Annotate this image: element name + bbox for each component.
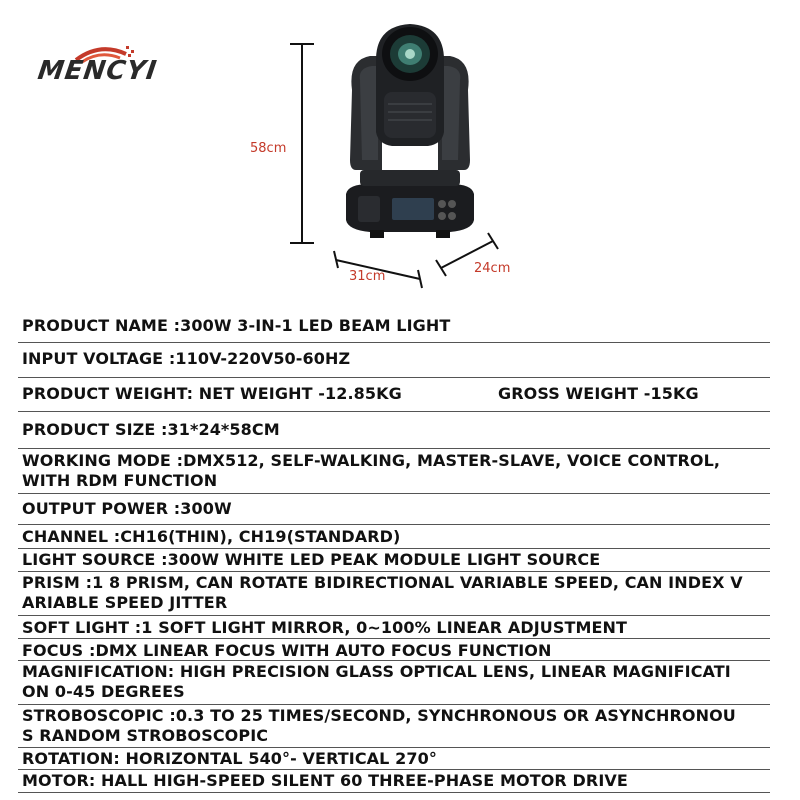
spec-motor: MOTOR: HALL HIGH-SPEED SILENT 60 THREE-PHASE MOTOR DRIVE (22, 771, 628, 790)
spec-net-weight: PRODUCT WEIGHT: NET WEIGHT -12.85KG (22, 384, 402, 403)
spec-row-product-size (18, 412, 770, 449)
spec-row-light-source (18, 549, 770, 572)
spec-output-power: OUTPUT POWER :300W (22, 499, 232, 518)
spec-row-focus (18, 639, 770, 661)
height-label: 58cm (250, 141, 287, 156)
spec-stroboscopic-line2: S RANDOM STROBOSCOPIC (22, 726, 269, 745)
spec-stroboscopic-line1: STROBOSCOPIC :0.3 TO 25 TIMES/SECOND, SYNCHRONOUS OR ASYNCHRONOU (22, 706, 736, 725)
spec-gross-weight: GROSS WEIGHT -15KG (498, 384, 699, 403)
spec-row-output-power (18, 494, 770, 525)
spec-input-voltage: INPUT VOLTAGE :110V-220V50-60HZ (22, 349, 351, 368)
spec-prism-line1: PRISM :1 8 PRISM, CAN ROTATE BIDIRECTIONAL VARIABLE SPEED, CAN INDEX V (22, 573, 743, 592)
spec-row-prism (18, 572, 770, 616)
spec-row-rotation (18, 748, 770, 770)
spec-working-mode-line1: WORKING MODE :DMX512, SELF-WALKING, MASTER-SLAVE, VOICE CONTROL, (22, 451, 721, 470)
spec-light-source: LIGHT SOURCE :300W WHITE LED PEAK MODULE LIGHT SOURCE (22, 550, 601, 569)
spec-row-stroboscopic (18, 705, 770, 748)
width-label: 31cm (349, 269, 386, 284)
spec-row-working-mode (18, 449, 770, 494)
spec-row-magnification (18, 661, 770, 705)
spec-product-name: PRODUCT NAME :300W 3-IN-1 LED BEAM LIGHT (22, 316, 451, 335)
spec-prism-line2: ARIABLE SPEED JITTER (22, 593, 228, 612)
spec-magnification-line1: MAGNIFICATION: HIGH PRECISION GLASS OPTICAL LENS, LINEAR MAGNIFICATI (22, 662, 731, 681)
spec-magnification-line2: ON 0-45 DEGREES (22, 682, 185, 701)
spec-working-mode-line2: WITH RDM FUNCTION (22, 471, 218, 490)
spec-product-size: PRODUCT SIZE :31*24*58CM (22, 420, 280, 439)
spec-channel: CHANNEL :CH16(THIN), CH19(STANDARD) (22, 527, 401, 546)
spec-soft-light: SOFT LIGHT :1 SOFT LIGHT MIRROR, 0~100% LINEAR ADJUSTMENT (22, 618, 628, 637)
spec-row-soft-light (18, 616, 770, 639)
spec-row-weight (18, 378, 770, 412)
moving-head-light-image (330, 20, 490, 250)
spec-row-motor (18, 770, 770, 793)
logo-wordmark: MENCYI (35, 56, 160, 86)
spec-row-channel (18, 525, 770, 549)
spec-rotation: ROTATION: HORIZONTAL 540°- VERTICAL 270° (22, 749, 437, 768)
depth-label: 24cm (474, 261, 511, 276)
spec-row-input-voltage (18, 343, 770, 378)
spec-row-product-name (18, 313, 770, 343)
spec-focus: FOCUS :DMX LINEAR FOCUS WITH AUTO FOCUS FUNCTION (22, 641, 552, 660)
